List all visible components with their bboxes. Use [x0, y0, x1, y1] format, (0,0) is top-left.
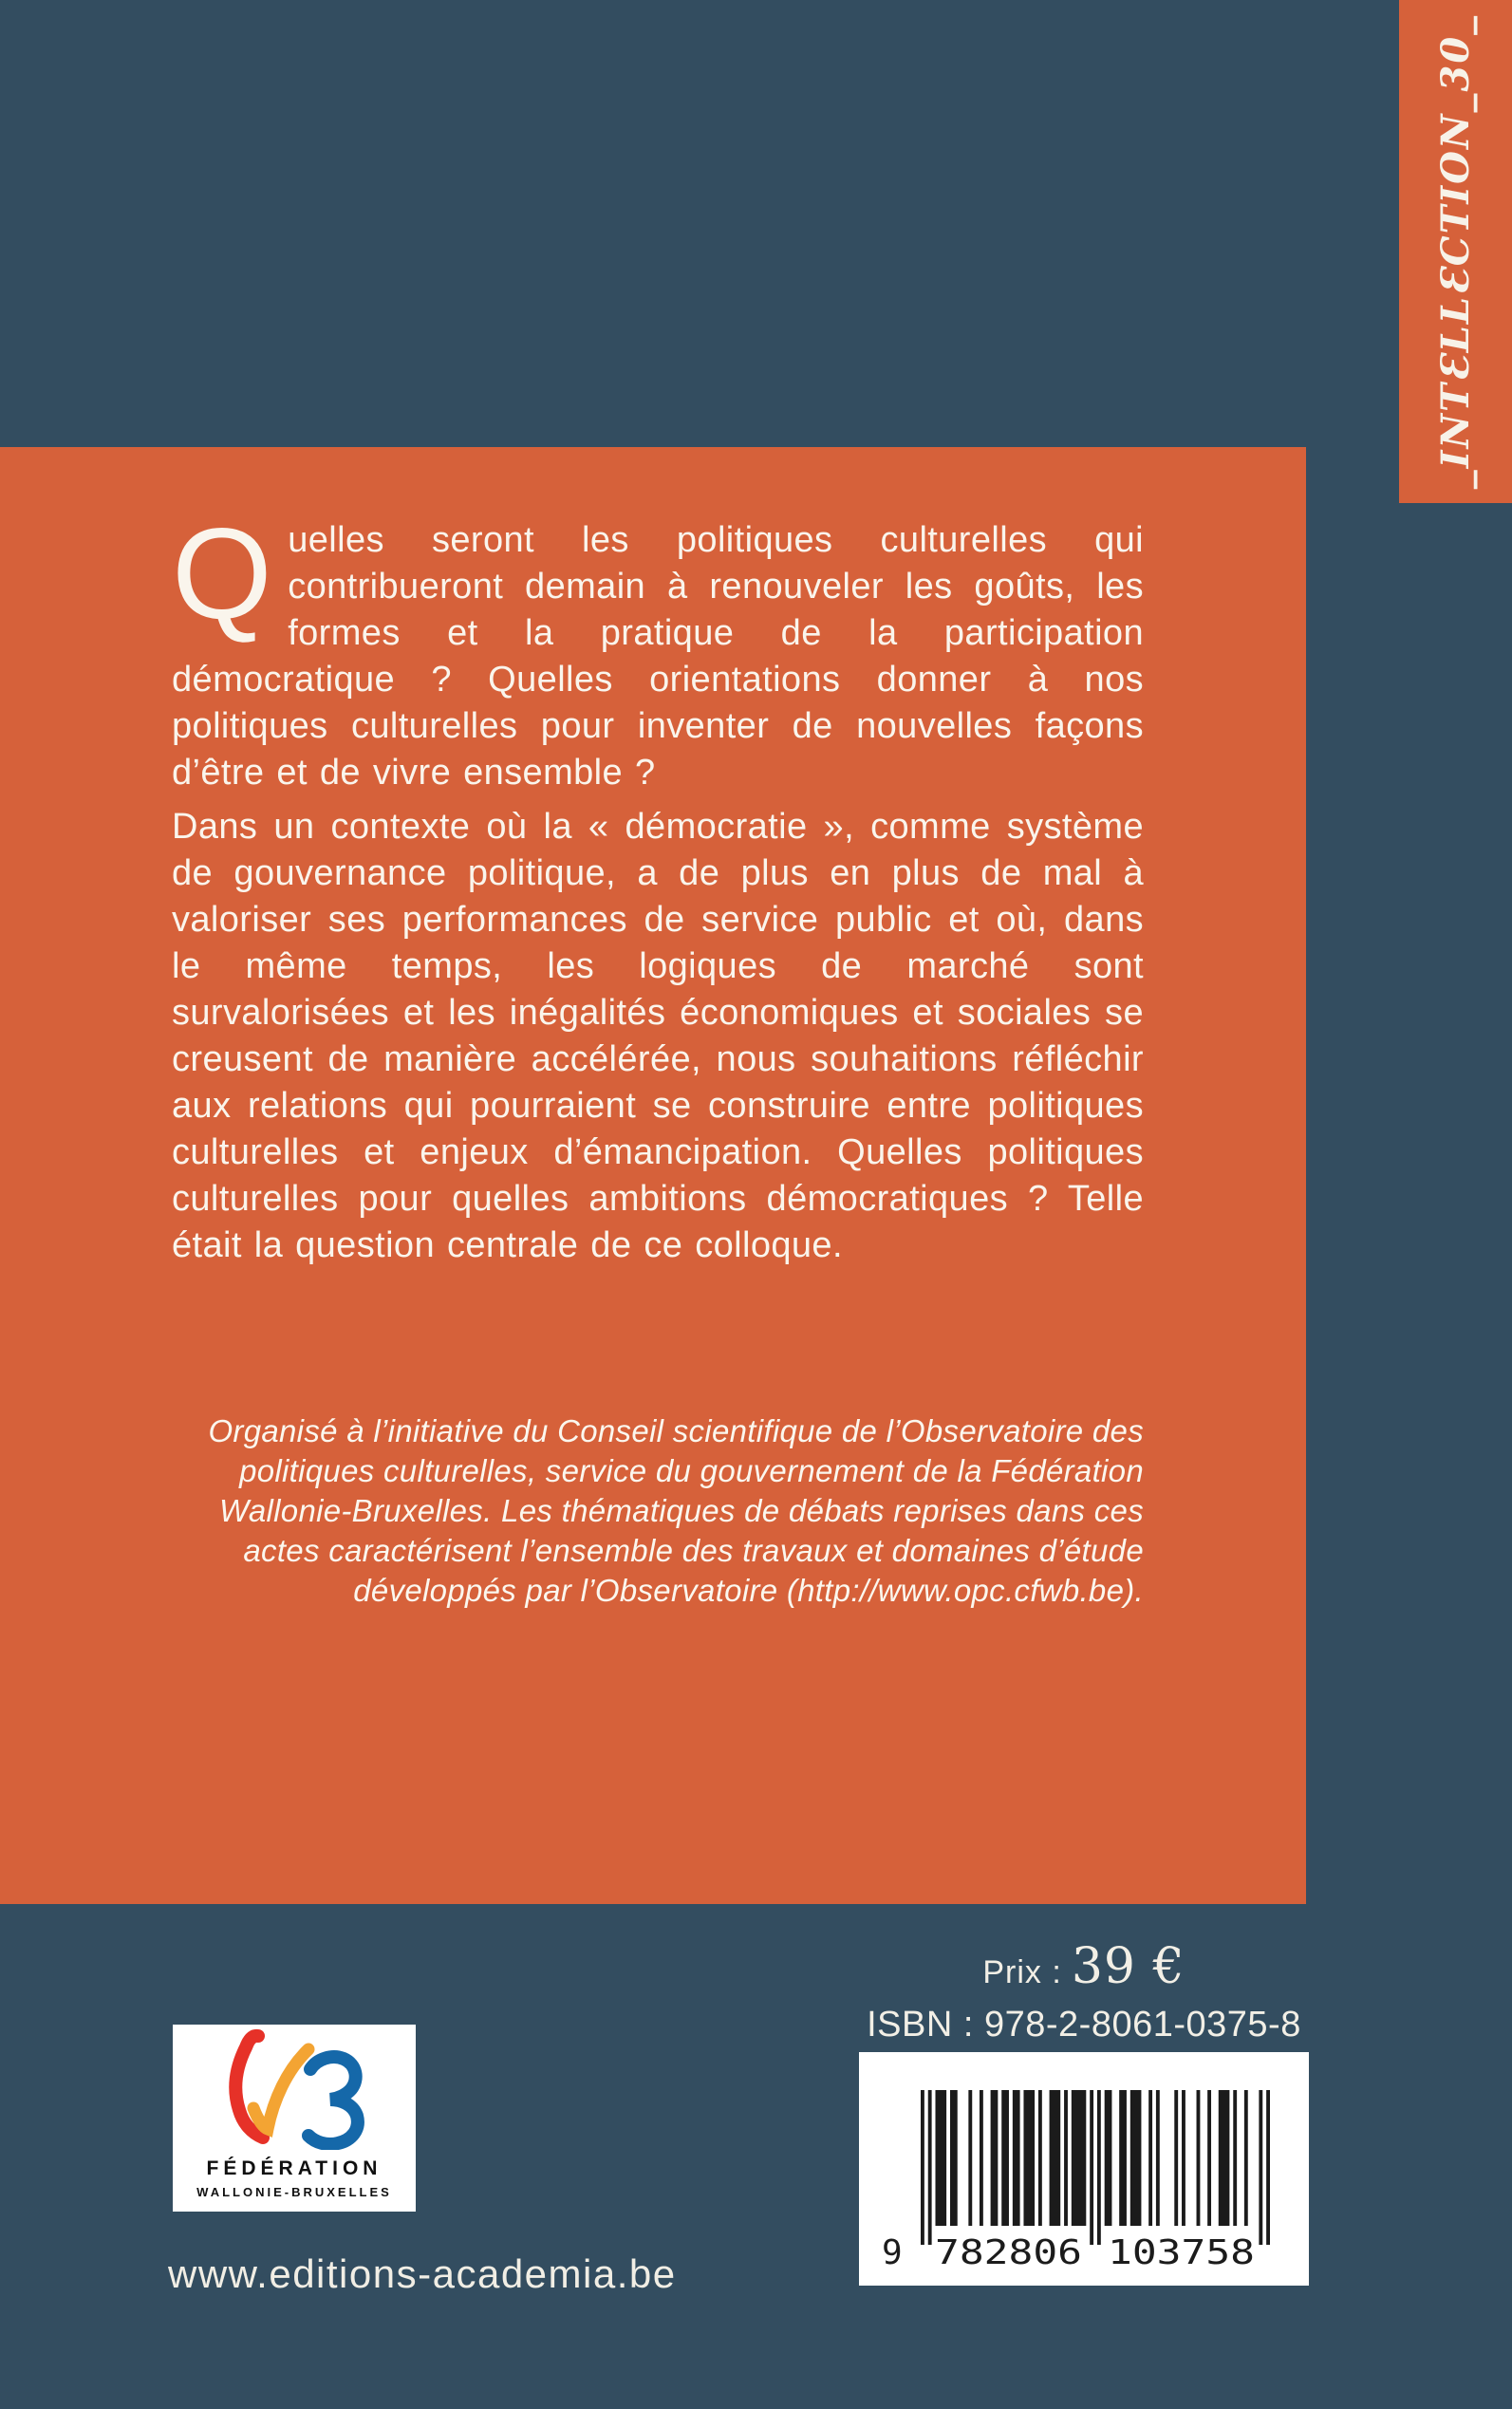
price-label: Prix :	[982, 1954, 1062, 1990]
opening-paragraph	[172, 501, 1144, 796]
barcode-svg	[859, 2052, 1309, 2286]
fwb-monogram-icon	[173, 2025, 416, 2150]
fwb-logo-line2: WALLONIE-BRUXELLES	[196, 2185, 392, 2199]
collection-name: _INTƐLLƐCTION_30_	[1433, 13, 1478, 490]
fwb-logo-panel	[173, 2025, 416, 2212]
price-line	[859, 1938, 1309, 1997]
barcode-panel	[859, 2052, 1309, 2286]
svg-text:9: 9	[882, 2233, 903, 2272]
drop-cap-q: Q	[172, 501, 273, 645]
credits-paragraph: Organisé à l’initiative du Conseil scientifique de l’Observatoire des politiques culturelles, service du gouvernement de la Fédération Wallonie-Bruxelles. Les thématiques de débats reprises dans ces actes caractérisent l’ensemble des travaux et domaines d’étude développés par l’Observatoire (http://www.opc.cfwb.be).	[208, 1413, 1144, 1608]
svg-text:103758: 103758	[1108, 2233, 1255, 2272]
collection-strip-label-box	[1399, 0, 1512, 503]
svg-text:782806: 782806	[935, 2233, 1082, 2272]
isbn-text: ISBN : 978-2-8061-0375-8	[867, 2005, 1301, 2045]
price-value: 39 €	[1071, 1938, 1185, 1995]
back-cover-text-panel	[0, 447, 1306, 1904]
context-paragraph: Dans un contexte où la « démocratie », comme système de gouvernance politique, a de plus en plus de mal à valoriser ses performances de service public et où, dans le même temps, les logiques de marché sont survalorisées et les inégalités économiques et sociales se creusent de manière accélérée, nous souhaitions réfléchir aux relations qui pourraient se construire entre politiques culturelles et enjeux d’émancipation. Quelles politiques culturelles pour quelles ambitions démocratiques ? Telle était la question centrale de ce colloque.	[172, 807, 1144, 1265]
fwb-logo-line1: FÉDÉRATION	[206, 2157, 383, 2179]
publisher-website: www.editions-academia.be	[168, 2251, 677, 2296]
opening-paragraph-text: uelles seront les politiques culturelles qui contribueront demain à renouveler les goûts, les formes et la pratique de la participation démocratique ? Quelles orientations donner à nos politiques culturelles pour inventer de nouvelles façons d’être et de vivre ensemble ?	[172, 520, 1144, 793]
